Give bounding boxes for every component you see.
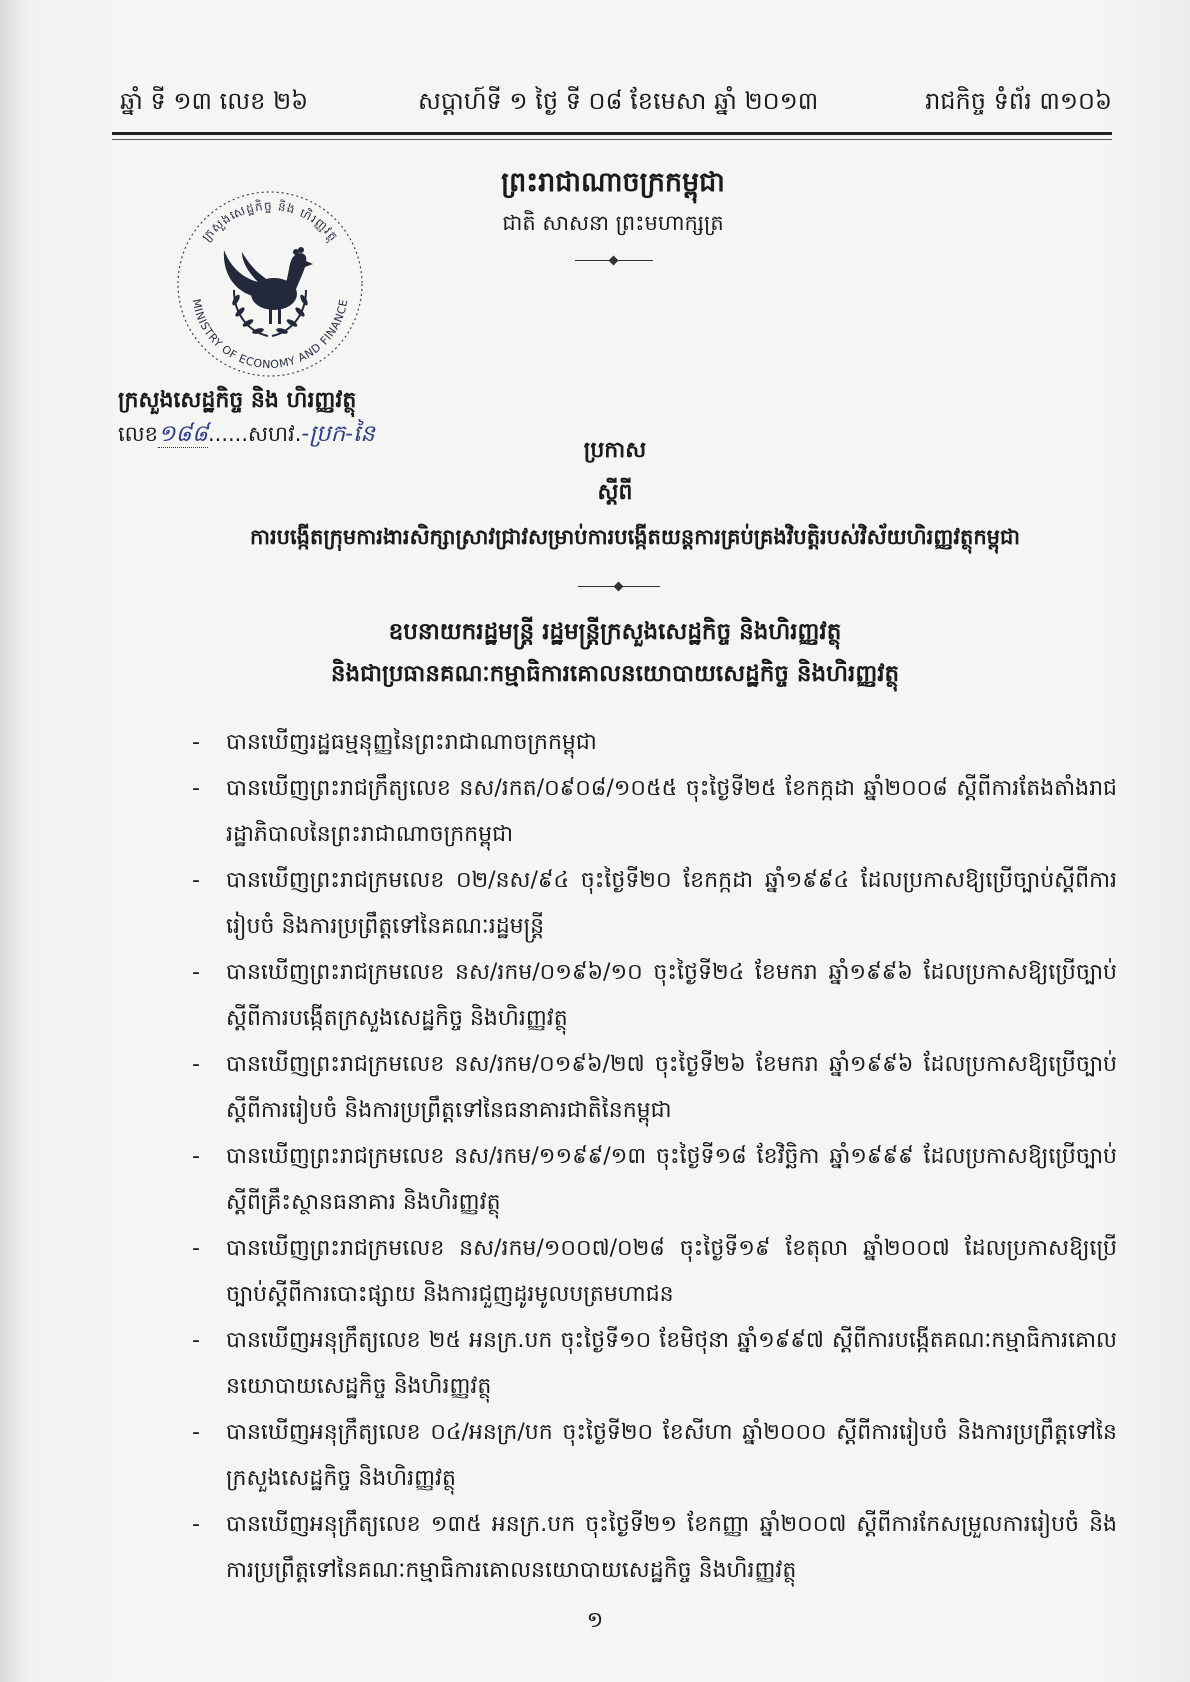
preamble-text: បានឃើញព្រះរាជក្រមលេខ នស/រកម/០១៩៦/១០ ចុះថ្ងៃទី២៤ ខែមករា ឆ្នាំ១៩៩៦ ដែលប្រកាសឱ្យប្រើច្បាប់ស្តីពីការបង្កើតក្រសួងសេដ្ឋកិច្ច និងហិរញ្ញវត្ថុ: [226, 960, 1117, 1031]
preamble-item: [192, 1502, 1117, 1594]
document-type: ប្រកាស: [583, 437, 647, 463]
ref-suffix-handwritten: -ប្រក-នៃ: [301, 421, 375, 447]
document-subject: ការបង្កើតក្រុមការងារសិក្សាស្រាវជ្រាវសម្រាប់ការបង្កើតយន្តការគ្រប់គ្រងវិបត្តិរបស់វិស័យហិរញ្ញវត្ថុកម្ពុជា: [250, 524, 1020, 549]
preamble-item: [192, 720, 1117, 766]
preamble-text: បានឃើញព្រះរាជក្រមលេខ នស/រកម/១១៩៩/១៣ ចុះថ្ងៃទី១៨ ខែវិច្ឆិកា ឆ្នាំ១៩៩៩ ដែលប្រកាសឱ្យប្រើច្បាប់ស្តីពីគ្រឹះស្ថានធនាគារ និងហិរញ្ញវត្ថុ: [226, 1144, 1117, 1215]
document-about: ស្តីពី: [597, 479, 633, 505]
ministry-seal-logo: [172, 186, 368, 382]
preamble-list: [192, 720, 1117, 1594]
preamble-item: [192, 858, 1117, 950]
list-bullet: -: [192, 960, 200, 985]
ornament-divider: [578, 586, 660, 587]
list-bullet: -: [192, 776, 200, 801]
preamble-item: [192, 1410, 1117, 1502]
list-bullet: -: [192, 1512, 200, 1537]
preamble-item: [192, 1318, 1117, 1410]
preamble-text: បានឃើញព្រះរាជក្រឹត្យលេខ នស/រកត/០៩០៨/១០៥៥ ចុះថ្ងៃទី២៥ ខែកក្កដា ឆ្នាំ២០០៨ ស្តីពីការតែងតាំងរាជរដ្ឋាភិបាលនៃព្រះរាជាណាចក្រកម្ពុជា: [226, 776, 1117, 847]
list-bullet: -: [192, 1236, 200, 1261]
preamble-item: [192, 1042, 1117, 1134]
preamble-text: បានឃើញអនុក្រឹត្យលេខ ២៥ អនក្រ.បក ចុះថ្ងៃទី១០ ខែមិថុនា ឆ្នាំ១៩៩៧ ស្តីពីការបង្កើតគណៈកម្មាធិការគោលនយោបាយសេដ្ឋកិច្ច និងហិរញ្ញវត្ថុ: [226, 1328, 1117, 1399]
gazette-year-issue: ឆ្នាំ ទី ១៣ លេខ ២៦: [120, 87, 309, 115]
ministry-name: ក្រសួងសេដ្ឋកិច្ច និង ហិរញ្ញវត្ថុ: [118, 387, 357, 413]
preamble-text: បានឃើញព្រះរាជក្រមលេខ ០២/នស/៩៤ ចុះថ្ងៃទី២០ ខែកក្កដា ឆ្នាំ១៩៩៤ ដែលប្រកាសឱ្យប្រើច្បាប់ស្តីពីការរៀបចំ និងការប្រព្រឹត្តទៅនៃគណៈរដ្ឋមន្ត្រី: [226, 868, 1117, 939]
issuer-title-line-2: និងជាប្រធានគណៈកម្មាធិការគោលនយោបាយសេដ្ឋកិច្ច និងហិរញ្ញវត្ថុ: [330, 660, 900, 687]
preamble-text: បានឃើញព្រះរាជក្រមលេខ នស/រកម/០១៩៦/២៧ ចុះថ្ងៃទី២៦ ខែមករា ឆ្នាំ១៩៩៦ ដែលប្រកាសឱ្យប្រើច្បាប់ស្តីពីការរៀបចំ និងការប្រព្រឹត្តទៅនៃធនាគារជាតិនៃកម្ពុជា: [226, 1052, 1117, 1123]
ref-label: លេខ: [118, 422, 158, 446]
svg-text:ក្រសួងសេដ្ឋកិច្ច និង ហិរញ្ញវត្: [199, 198, 341, 246]
preamble-text: បានឃើញអនុក្រឹត្យលេខ ១៣៥ អនក្រ.បក ចុះថ្ងៃទី២១ ខែកញ្ញា ឆ្នាំ២០០៧ ស្តីពីការកែសម្រួលការរៀបចំ និងការប្រព្រឹត្តទៅនៃគណៈកម្មាធិការគោលនយោបាយសេដ្ឋកិច្ច និងហិរញ្ញវត្ថុ: [226, 1512, 1117, 1583]
list-bullet: -: [192, 868, 200, 893]
reference-number: [118, 420, 375, 453]
ornament-divider: [575, 260, 653, 261]
list-bullet: -: [192, 1144, 200, 1169]
list-bullet: -: [192, 730, 200, 755]
gazette-page-ref: រាជកិច្ច ទំព័រ ៣១០៦: [925, 87, 1112, 115]
preamble-text: បានឃើញព្រះរាជក្រមលេខ នស/រកម/១០០៧/០២៨ ចុះថ្ងៃទី១៩ ខែតុលា ឆ្នាំ២០០៧ ដែលប្រកាសឱ្យប្រើច្បាប់ស្តីពីការបោះផ្សាយ និងការជួញដូរមូលបត្រមហាជន: [226, 1236, 1117, 1307]
preamble-text: បានឃើញអនុក្រឹត្យលេខ ០៤/អនក្រ/បក ចុះថ្ងៃទី២០ ខែសីហា ឆ្នាំ២០០០ ស្តីពីការរៀបចំ និងការប្រព្រឹត្តទៅនៃក្រសួងសេដ្ឋកិច្ច និងហិរញ្ញវត្ថុ: [226, 1420, 1117, 1491]
header-rule-thin: [112, 139, 1112, 140]
preamble-item: [192, 950, 1117, 1042]
header-rule: [112, 132, 1112, 135]
gazette-date: សប្តាហ៍ទី ១ ថ្ងៃ ទី ០៨ ខែមេសា ឆ្នាំ ២០១៣: [418, 87, 819, 115]
list-bullet: -: [192, 1420, 200, 1445]
list-bullet: -: [192, 1052, 200, 1077]
issuer-title-line-1: ឧបនាយករដ្ឋមន្ត្រី រដ្ឋមន្ត្រីក្រសួងសេដ្ឋកិច្ច និងហិរញ្ញវត្ថុ: [388, 618, 842, 645]
ref-dots: ......សហវ.: [207, 422, 302, 446]
seal-bottom-text: MINISTRY OF ECONOMY AND FINANCE: [189, 297, 351, 372]
page-number: ១: [586, 1608, 604, 1633]
kingdom-title: ព្រះរាជាណាចក្រកម្ពុជា: [501, 167, 725, 198]
seal-top-text: ក្រសួងសេដ្ឋកិច្ច និង ហិរញ្ញវត្ថុ: [199, 198, 341, 245]
preamble-item: [192, 1226, 1117, 1318]
preamble-text: បានឃើញរដ្ឋធម្មនុញ្ញនៃព្រះរាជាណាចក្រកម្ពុជា: [226, 730, 597, 755]
kingdom-motto: ជាតិ សាសនា ព្រះមហាក្សត្រ: [502, 211, 724, 235]
ref-number-handwritten: ១៨៨: [158, 421, 208, 447]
preamble-item: [192, 766, 1117, 858]
preamble-item: [192, 1134, 1117, 1226]
list-bullet: -: [192, 1328, 200, 1353]
